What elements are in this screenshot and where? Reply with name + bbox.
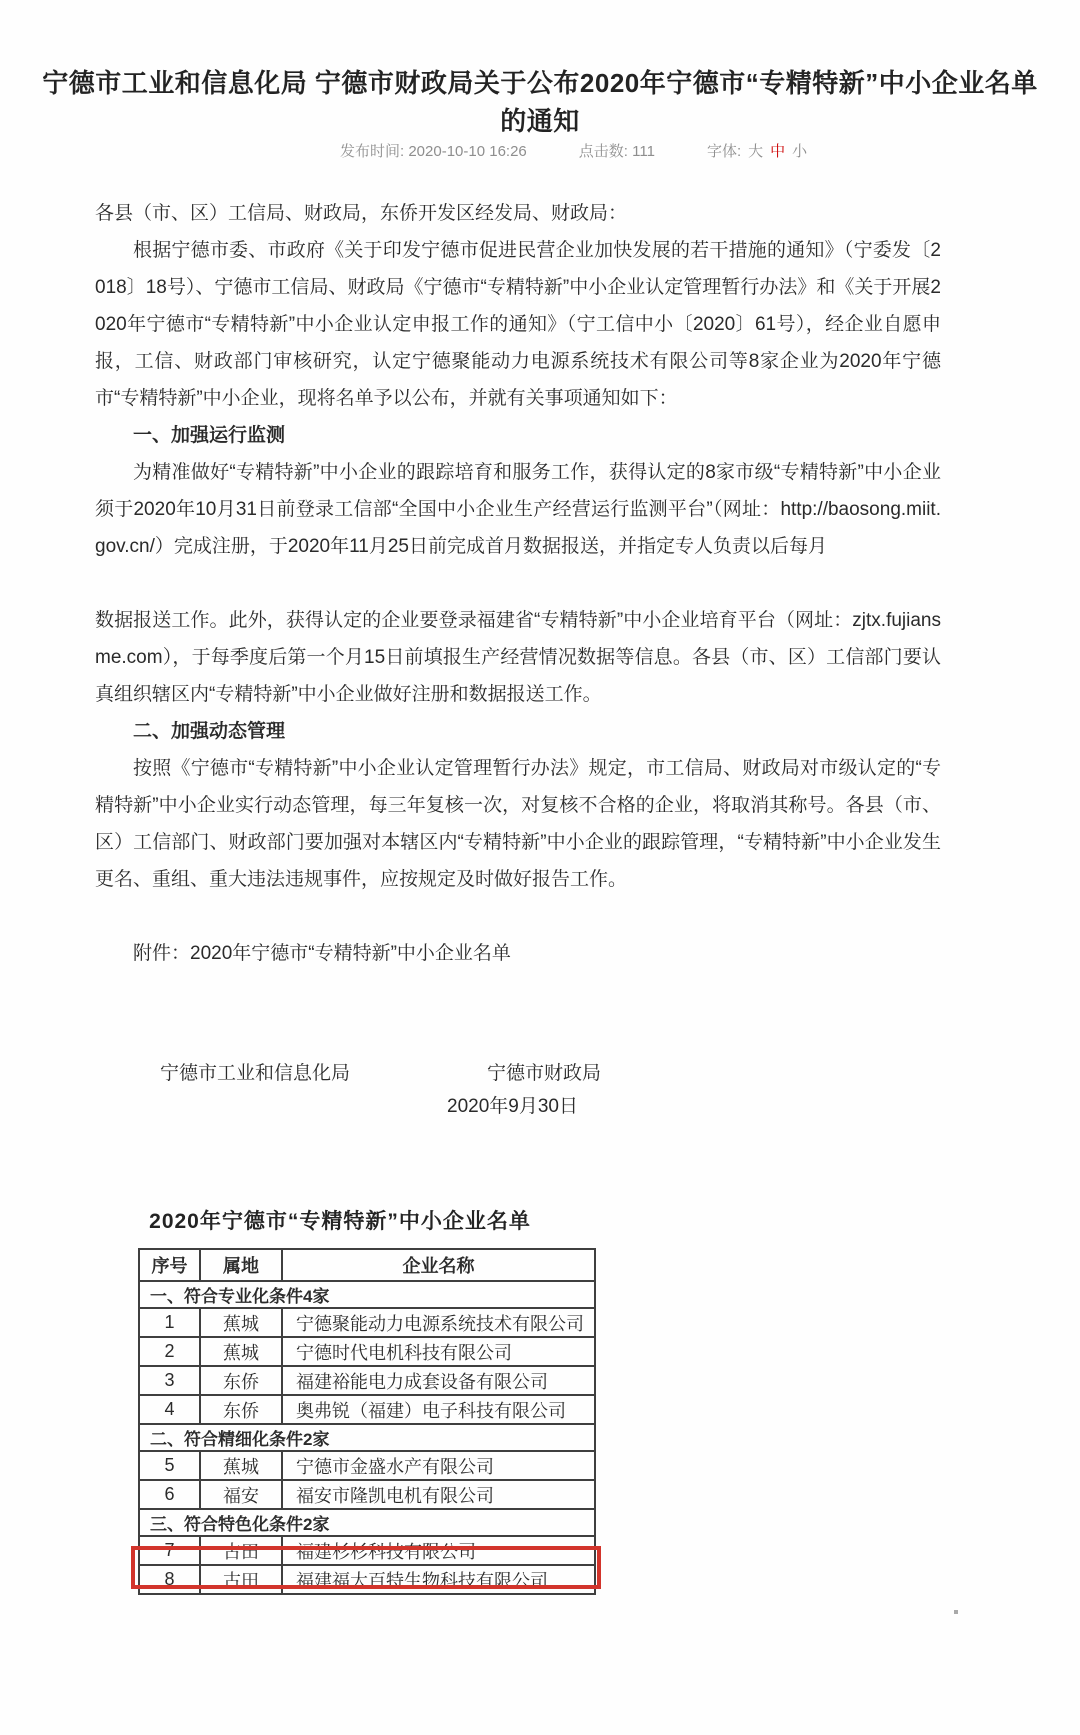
cell-region: 蕉城 [200, 1337, 282, 1366]
click-count-value: 111 [632, 143, 655, 160]
paragraph-monitoring: 为精准做好“专精特新”中小企业的跟踪培育和服务工作，获得认定的8家市级“专精特新”中小企业须于2020年10月31日前登录工信部“全国中小企业生产经营运行监测平台”（网址：http://baosong.miit.gov.cn/）完成注册，于2020年11月25日前完成首月数据报送，并指定专人负责以后每月 [95, 462, 941, 557]
section-heading-2: 二、加强动态管理 [133, 721, 286, 742]
cell-region: 东侨 [200, 1395, 282, 1424]
cell-no: 2 [139, 1337, 200, 1366]
section-heading-1: 一、加强运行监测 [133, 425, 286, 446]
publish-time-label: 发布时间: [340, 143, 405, 160]
click-count-label: 点击数: [578, 143, 628, 160]
publish-time-value: 2020-10-10 16:26 [408, 143, 527, 160]
table-row [139, 1337, 595, 1366]
font-size-label: 字体: [706, 143, 742, 160]
cell-no: 5 [139, 1451, 200, 1480]
signature-date: 2020年9月30日 [447, 1096, 578, 1117]
cell-no: 6 [139, 1480, 200, 1509]
header-region: 属地 [200, 1249, 282, 1281]
annex-title: 2020年宁德市“专精特新”中小企业名单 [149, 1210, 531, 1233]
cell-no: 7 [139, 1536, 200, 1565]
font-size-switcher [707, 140, 807, 161]
table-section-row [139, 1281, 595, 1308]
company-list-table [138, 1248, 596, 1595]
page-title: 宁德市工业和信息化局 宁德市财政局关于公布2020年宁德市“专精特新”中小企业名单的通知 [42, 68, 1038, 136]
cell-company: 福安市隆凯电机有限公司 [282, 1480, 595, 1509]
paragraph-monitoring-continued: 数据报送工作。此外，获得认定的企业要登录福建省“专精特新”中小企业培育平台（网址：zjtx.fujiansme.com），于每季度后第一个月15日前填报生产经营情况数据等信息。各县（市、区）工信部门要认真组织辖区内“专精特新”中小企业做好注册和数据报送工作。 [95, 610, 941, 705]
table-section-row [139, 1509, 595, 1536]
table-section-row [139, 1424, 595, 1451]
cell-no: 1 [139, 1308, 200, 1337]
signer-finance-bureau: 宁德市财政局 [487, 1063, 602, 1084]
font-size-small-button[interactable]: 小 [792, 143, 808, 160]
font-size-large-button[interactable]: 大 [748, 143, 764, 160]
cell-company: 福建裕能电力成套设备有限公司 [282, 1366, 595, 1395]
table-row [139, 1451, 595, 1480]
paragraph-basis: 根据宁德市委、市政府《关于印发宁德市促进民营企业加快发展的若干措施的通知》（宁委发〔2018〕18号）、宁德市工信局、财政局《宁德市“专精特新”中小企业认定管理暂行办法》和《关于开展2020年宁德市“专精特新”中小企业认定申报工作的通知》（宁工信中小〔2020〕61号），经企业自愿申报，工信、财政部门审核研究，认定宁德聚能动力电源系统技术有限公司等8家企业为2020年宁德市“专精特新”中小企业，现将名单予以公布，并就有关事项通知如下： [95, 240, 941, 409]
table-header-row [139, 1249, 595, 1281]
artifact-dot [954, 1610, 958, 1614]
cell-company: 奥弗锐（福建）电子科技有限公司 [282, 1395, 595, 1424]
cell-region: 东侨 [200, 1366, 282, 1395]
table-row [139, 1480, 595, 1509]
header-company: 企业名称 [282, 1249, 595, 1281]
attachment-line: 附件：2020年宁德市“专精特新”中小企业名单 [133, 943, 511, 964]
publish-time [340, 140, 527, 161]
cell-company: 宁德市金盛水产有限公司 [282, 1451, 595, 1480]
cell-company: 福建福大百特生物科技有限公司 [282, 1565, 595, 1594]
signer-industry-bureau: 宁德市工业和信息化局 [160, 1063, 351, 1084]
table-row [139, 1366, 595, 1395]
click-count [579, 140, 655, 161]
meta-bar [340, 140, 807, 161]
cell-no: 3 [139, 1366, 200, 1395]
cell-region: 古田 [200, 1565, 282, 1594]
paragraph-dynamic-management: 按照《宁德市“专精特新”中小企业认定管理暂行办法》规定，市工信局、财政局对市级认定的“专精特新”中小企业实行动态管理，每三年复核一次，对复核不合格的企业，将取消其称号。各县（市、区）工信部门、财政部门要加强对本辖区内“专精特新”中小企业的跟踪管理，“专精特新”中小企业发生更名、重组、重大违法违规事件，应按规定及时做好报告工作。 [95, 758, 941, 890]
document-body [95, 195, 941, 972]
section-label: 三、符合特色化条件2家 [139, 1509, 595, 1536]
table-row [139, 1565, 595, 1594]
salutation-line: 各县（市、区）工信局、财政局，东侨开发区经发局、财政局： [95, 203, 628, 224]
cell-region: 蕉城 [200, 1308, 282, 1337]
cell-company: 宁德时代电机科技有限公司 [282, 1337, 595, 1366]
cell-region: 福安 [200, 1480, 282, 1509]
table-row [139, 1395, 595, 1424]
section-label: 二、符合精细化条件2家 [139, 1424, 595, 1451]
table-row-highlighted [139, 1536, 595, 1565]
cell-company: 宁德聚能动力电源系统技术有限公司 [282, 1308, 595, 1337]
section-label: 一、符合专业化条件4家 [139, 1281, 595, 1308]
cell-region: 古田 [200, 1536, 282, 1565]
header-no: 序号 [139, 1249, 200, 1281]
font-size-medium-button[interactable]: 中 [770, 143, 786, 160]
signature-block [95, 1058, 941, 1138]
table-row [139, 1308, 595, 1337]
cell-company: 福建杉杉科技有限公司 [282, 1536, 595, 1565]
cell-region: 蕉城 [200, 1451, 282, 1480]
cell-no: 4 [139, 1395, 200, 1424]
cell-no: 8 [139, 1565, 200, 1594]
